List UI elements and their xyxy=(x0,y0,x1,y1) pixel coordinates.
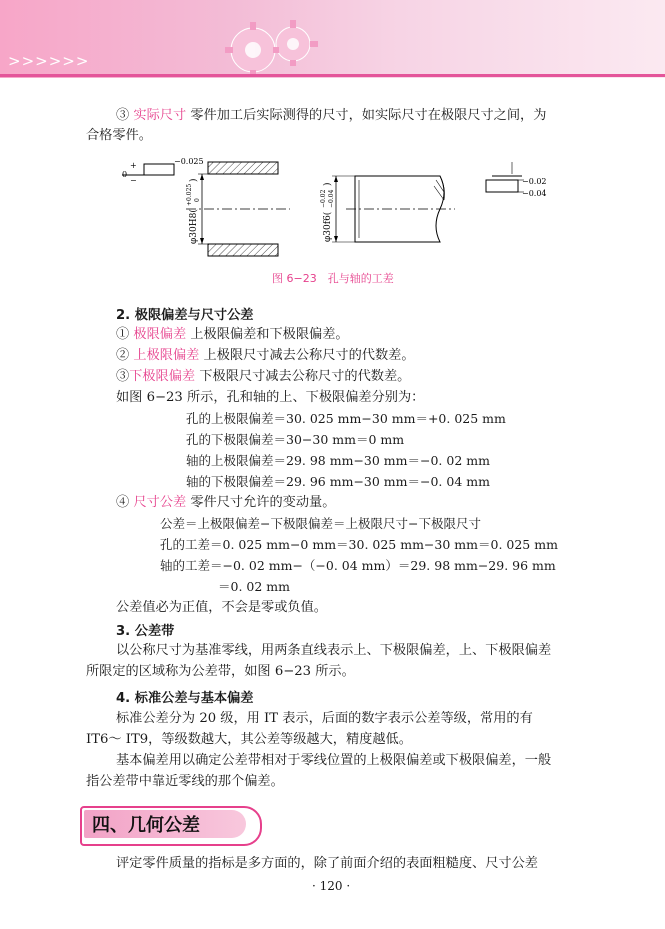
sec4-line2: IT6～ IT9，等级数越大，其公差等级越大，精度越低。 xyxy=(86,732,412,747)
item4-marker: ④ xyxy=(116,495,130,510)
hole-minus-sign: − xyxy=(130,176,137,185)
item2-marker: ② xyxy=(116,348,130,363)
sec3-line2: 所限定的区域称为公差带，如图 6−23 所示。 xyxy=(86,664,355,679)
sec4-line1: 标准公差分为 20 级，用 IT 表示，后面的数字表示公差等级，常用的有 xyxy=(116,711,533,726)
shaft-dim-close: ) xyxy=(323,182,333,186)
item1-text: 上极限偏差和下极限偏差。 xyxy=(190,327,349,342)
sec4-heading: 4. 标准公差与基本偏差 xyxy=(116,691,254,706)
item4-term: 尺寸公差 xyxy=(133,495,187,510)
hole-dim-sup: +0.025 xyxy=(186,183,193,206)
para1-line2: 合格零件。 xyxy=(86,128,152,143)
shaft-tolerance-zone xyxy=(486,180,518,192)
item2-term: 上极限偏差 xyxy=(133,348,200,363)
hole-zero-label: 0 xyxy=(122,170,128,179)
sec2-note: 公差值必为正值，不会是零或负值。 xyxy=(116,600,327,615)
item1-term: 极限偏差 xyxy=(133,327,187,342)
sec3-heading: 3. 公差带 xyxy=(116,624,175,639)
shaft-dim-sup: −0.02 xyxy=(320,189,327,208)
header-chevrons: >>>>>> xyxy=(8,52,90,70)
sec2-item4 xyxy=(116,493,335,513)
para1-marker: ③ xyxy=(116,108,130,123)
shaft-zone-top-label: −0.02 xyxy=(522,177,547,186)
item4-text: 零件尺寸允许的变动量。 xyxy=(190,495,336,510)
gear-decoration-icon xyxy=(215,14,335,76)
sec2-eq3: 轴的上极限偏差＝29. 98 mm−30 mm＝−0. 02 mm xyxy=(186,453,490,468)
para1-term: 实际尺寸 xyxy=(133,108,187,123)
page-number: · 120 · xyxy=(312,879,351,893)
para1-line1 xyxy=(116,106,546,126)
hole-zone-top-label: −0.025 xyxy=(174,157,204,166)
final-line: 评定零件质量的指标是多方面的，除了前面介绍的表面粗糙度、尺寸公差 xyxy=(116,856,538,871)
item3-term: 下极限偏差 xyxy=(129,369,196,384)
sec4-line3: 基本偏差用以确定公差带相对于零线位置的上极限偏差或下极限偏差，一般 xyxy=(116,753,552,768)
hole-dim-sub: 0 xyxy=(194,198,201,202)
header-rule xyxy=(0,74,665,77)
sec3-line1: 以公称尺寸为基准零线，用两条直线表示上、下极限偏差，上、下极限偏差 xyxy=(116,643,552,658)
sec2-tol3: 轴的工差＝−0. 02 mm−（−0. 04 mm）＝29. 98 mm−29. 96 mm xyxy=(160,558,556,573)
sec2-eq4: 轴的下极限偏差＝29. 96 mm−30 mm＝−0. 04 mm xyxy=(186,474,490,489)
hole-tolerance-zone xyxy=(144,164,174,175)
sec2-item3 xyxy=(116,367,410,387)
sec2-eq1: 孔的上极限偏差＝30. 025 mm−30 mm＝+0. 025 mm xyxy=(186,411,506,426)
item3-text: 下极限尺寸减去公称尺寸的代数差。 xyxy=(199,369,411,384)
item3-marker: ③ xyxy=(116,369,130,384)
hole-dim-main: φ30H8( xyxy=(189,209,199,244)
sec2-item2 xyxy=(116,346,415,366)
hole-plus-sign: + xyxy=(130,161,137,170)
shaft-zone-bottom-label: −0.04 xyxy=(522,189,547,198)
sec4-line4: 指公差带中靠近零线的那个偏差。 xyxy=(86,774,284,789)
sec2-eq2: 孔的下极限偏差＝30−30 mm＝0 mm xyxy=(186,432,405,447)
sec2-heading: 2. 极限偏差与尺寸公差 xyxy=(116,308,254,323)
para1-text: 零件加工后实际测得的尺寸，如实际尺寸在极限尺寸之间，为 xyxy=(190,108,547,123)
sec2-tol1: 公差＝上极限偏差−下极限偏差＝上极限尺寸−下极限尺寸 xyxy=(160,516,481,531)
section4-title: 四、几何公差 xyxy=(92,815,200,836)
item1-marker: ① xyxy=(116,327,130,342)
shaft-dim-main: φ30f6( xyxy=(323,211,333,242)
shaft-dim-sub: −0.04 xyxy=(328,189,335,208)
sec2-tol4: ＝0. 02 mm xyxy=(218,579,290,594)
item2-text: 上极限尺寸减去公称尺寸的代数差。 xyxy=(203,348,415,363)
figure-hole-shaft-tolerance xyxy=(110,152,580,270)
sec2-tol2: 孔的工差＝0. 025 mm−0 mm＝30. 025 mm−30 mm＝0. 025 mm xyxy=(160,537,558,552)
figure-caption: 图 6−23 孔与轴的工差 xyxy=(272,272,394,285)
sec2-item1 xyxy=(116,325,349,345)
hole-dim-close: ) xyxy=(189,178,199,182)
sec2-intro: 如图 6−23 所示，孔和轴的上、下极限偏差分别为： xyxy=(116,390,425,405)
